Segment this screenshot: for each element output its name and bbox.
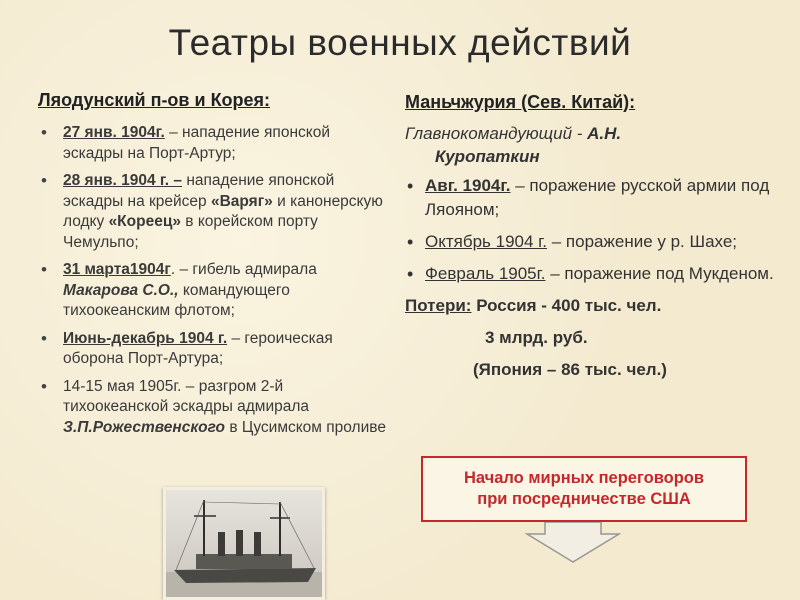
list-item: • Февраль 1905г. – поражение под Мукденом. xyxy=(405,262,785,286)
down-arrow-icon xyxy=(525,522,621,564)
left-column xyxy=(38,90,388,445)
right-list xyxy=(405,174,785,286)
left-list xyxy=(38,123,388,438)
losses-block: Потери: Россия - 400 тыс. чел. 3 млрд. руб. (Япония – 86 тыс. чел.) xyxy=(405,296,667,379)
list-item: • Июнь-декабрь 1904 г. – героическая оборона Порт-Артура; xyxy=(38,329,388,370)
list-item: • Авг. 1904г. – поражение русской армии под Ляояном; xyxy=(405,174,785,222)
slide-title: Театры военных действий xyxy=(168,22,632,63)
list-item: • 14-15 мая 1905г. – разгром 2-й тихоокеанской эскадры адмирала З.П.Рожественского в Цусимском проливе xyxy=(38,377,388,439)
list-item: • 28 янв. 1904 г. – нападение японской эскадры на крейсер «Варяг» и канонерскую лодку «Кореец» в корейском порту Чемульпо; xyxy=(38,171,388,253)
list-item: • 27 янв. 1904г. – нападение японской эскадры на Порт-Артур; xyxy=(38,123,388,164)
cruiser-photo xyxy=(163,487,325,600)
right-heading: Маньчжурия (Сев. Китай): xyxy=(405,92,636,112)
peace-talks-box: Начало мирных переговоров при посредничестве США xyxy=(421,456,747,522)
left-heading: Ляодунский п-ов и Корея: xyxy=(38,90,271,110)
commander-line: Главнокомандующий - А.Н. Куропаткин xyxy=(405,124,622,166)
list-item: • 31 марта1904г. – гибель адмирала Макарова С.О., командующего тихоокеанским флотом; xyxy=(38,260,388,322)
list-item: • Октябрь 1904 г. – поражение у р. Шахе; xyxy=(405,230,785,254)
right-column xyxy=(405,92,785,382)
